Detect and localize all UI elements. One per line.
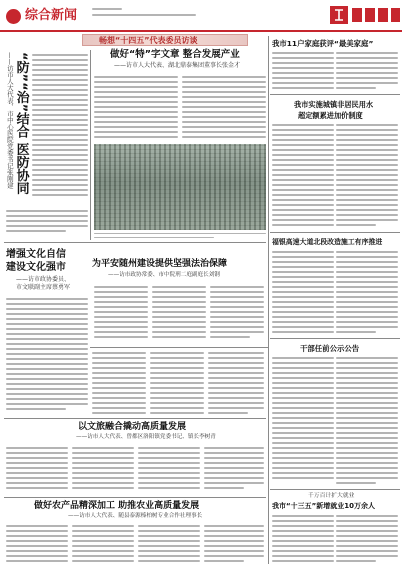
right-a2-headline-2: 超定额累进加价制度 xyxy=(298,111,363,120)
c1-headline: 为平安随州建设提供坚强法治保障 xyxy=(92,259,228,269)
c1-subtitle: ——访市政协常委、市中院刑二庭副庭长刘钢 xyxy=(108,272,220,278)
section-title: 综合新闻 xyxy=(25,8,78,23)
right-column xyxy=(270,34,400,567)
c3-subtitle: ——访市人大代表、随县泰源榛柏树专业合作社理事长 xyxy=(68,513,203,519)
c3-headline: 做好农产品精深加工 助推农业高质量发展 xyxy=(34,501,200,511)
right-rule-1 xyxy=(270,94,400,95)
column-divider-right xyxy=(268,36,269,564)
right-a1-headline: 我市11户家庭获评“最美家庭” xyxy=(272,39,374,48)
vertical-feature xyxy=(4,48,90,238)
rule-c3 xyxy=(4,497,266,498)
vertical-feature-title: “防”“治”结合 医防协同 xyxy=(13,52,29,195)
left-feature-subtitle-2: 市文联副主席蔡勇军 xyxy=(16,284,71,291)
right-rule-3 xyxy=(270,338,400,339)
right-rule-2 xyxy=(270,232,400,233)
banner-ribbon xyxy=(82,34,248,46)
rule-c1 xyxy=(90,347,268,348)
right-a2-headline-1: 我市实施城镇非居民用水 xyxy=(294,100,374,109)
page-number-badge xyxy=(6,9,21,24)
vertical-feature-subtitle: ——访市人大代表、市中心医院党委书记张刚建 xyxy=(5,52,14,189)
masthead xyxy=(0,0,402,30)
lead-article xyxy=(92,50,266,240)
right-a4-headline: 我市“十三五”新增就业10万余人 xyxy=(272,502,375,510)
factory-photo xyxy=(94,144,266,230)
c2-headline: 以文旅融合撬动高质量发展 xyxy=(78,422,187,432)
left-feature-title-1: 增强文化自信 xyxy=(6,249,66,260)
right-rule-4 xyxy=(270,489,400,490)
lead-headline: 做好“特”字文章 整合发展产业 xyxy=(110,49,240,60)
center-article-3 xyxy=(4,499,266,567)
lead-subtitle: ——访市人大代表、湖北鼎泰集团董事长张金才 xyxy=(114,62,241,69)
c2-subtitle: ——访市人大代表、曾都区洛阳镇党委书记、镇长李树青 xyxy=(76,434,216,440)
center-article-1 xyxy=(92,246,266,346)
banner-label: 畅想“十四五”代表委员访谈 xyxy=(99,35,198,45)
left-feature-subtitle-1: ——访市政协委员、 xyxy=(16,276,71,283)
center-article-2 xyxy=(4,350,266,496)
right-notice-title: 干部任前公示公告 xyxy=(300,344,360,353)
masthead-dateline xyxy=(92,8,122,10)
masthead-rule xyxy=(0,30,402,32)
right-a4-kicker: 千万百计扩大就业 xyxy=(308,493,355,499)
newspaper-logo xyxy=(330,6,400,24)
column-divider-left xyxy=(90,50,91,240)
rule-under-lead xyxy=(4,242,266,243)
right-a3-headline: 福银高速大道北段改造施工有序推进 xyxy=(272,238,383,246)
left-feature-title-2: 建设文化强市 xyxy=(6,262,66,273)
masthead-credits xyxy=(92,14,196,16)
